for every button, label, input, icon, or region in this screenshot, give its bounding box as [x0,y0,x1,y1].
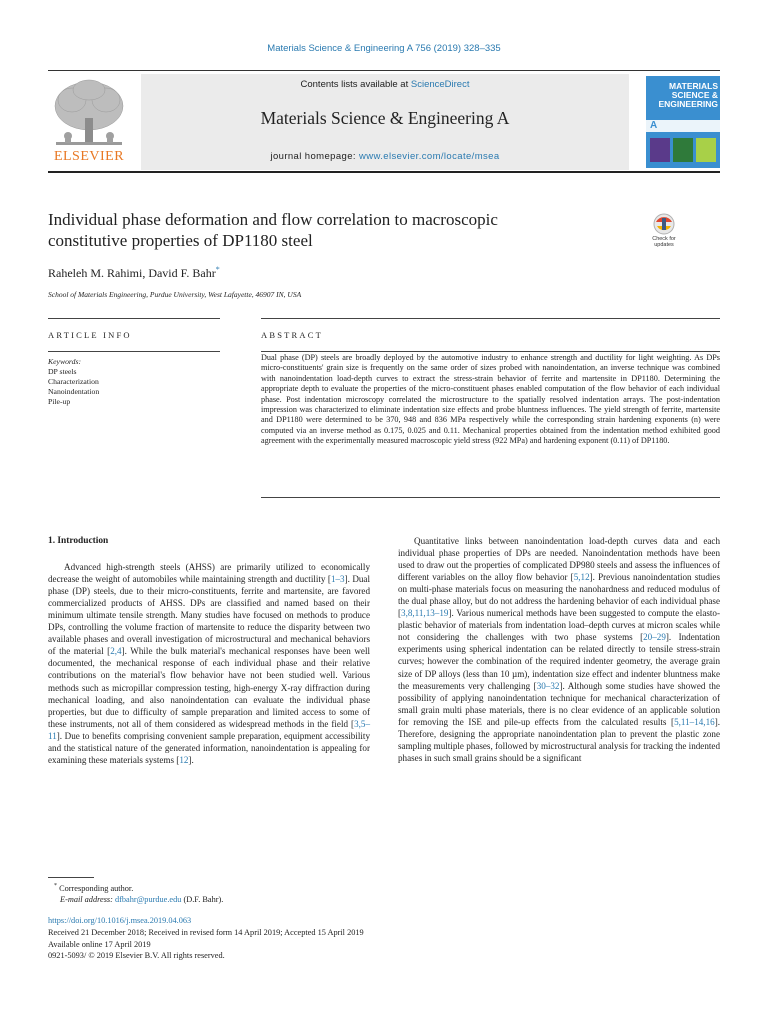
publication-info [48,915,364,962]
reference-link[interactable]: 5,12 [573,572,590,583]
body-text: ]. Various numerical methods have been suggested to compute the elasto-plastic behavior of materials from indentation load–depth curves at micron scales while not considering the challenges with two phase systems [ [398,608,720,643]
article-title-line: constitutive properties of DP1180 steel [48,231,313,250]
available-online: Available online 17 April 2019 [48,939,151,949]
email-suffix: (D.F. Bahr). [181,895,224,905]
article-info-heading: ARTICLE INFO [48,330,132,340]
keyword-item: Pile-up [48,397,71,406]
cover-letter: A [650,120,658,131]
keywords-label: Keywords: [48,357,82,366]
body-column-left [48,535,370,766]
abstract-mid-rule [261,351,720,352]
masthead-top-rule [48,70,720,71]
cover-image [696,138,716,162]
reference-link[interactable]: 2,4 [110,646,122,657]
contents-prefix: Contents lists available at [300,79,411,90]
journal-homepage-line [141,151,629,162]
body-text: ]. Although some studies have showed the possibility of applying nanoindentation technique for mechanical characterization of small grain multi phase materials, there is no clear evidence of an applicable solution for removing the ISE and pile-up effects from the calculated results [ [398,680,720,727]
reference-link[interactable]: 30–32 [536,680,560,691]
reference-link[interactable]: 20–29 [643,632,666,643]
contents-line [141,79,629,90]
article-title-line: Individual phase deformation and flow correlation to macroscopic [48,210,498,229]
abstract-bottom-rule [261,497,720,498]
footnote-email-line [48,894,223,906]
reference-link[interactable]: 3,5–11 [48,718,370,741]
keywords-block [48,357,218,407]
author-list [48,265,220,281]
reference-link[interactable]: 1–3 [330,574,345,585]
cover-title-line: MATERIALS [669,81,718,91]
homepage-prefix: journal homepage: [270,151,359,162]
info-mid-rule [48,351,220,352]
footnote-line [48,881,223,894]
copyright: 0921-5093/ © 2019 Elsevier B.V. All rights reserved. [48,951,225,961]
body-paragraph [398,535,720,764]
reference-link[interactable]: 3,8,11,13–19 [401,608,449,619]
body-text: ]. Previous nanoindentation studies on multi-phase materials focus on measuring the nanohardness and reduced modulus of the dual phase alloy, but do not address the hardening behavior of each individual phase [ [398,572,720,619]
body-text: Quantitative links between nanoindentation load-depth curves data and each individual phase properties of DPs are needed. Nanoindentation methods have been used to draw out the properties of complicated DP980 steels and assess the influences of different variables on the alloy flow behavior [ [398,536,720,583]
abstract-top-rule [261,318,720,319]
article-title [48,209,608,251]
author-names: Raheleh M. Rahimi, David F. Bahr [48,266,216,280]
keyword-item: Nanoindentation [48,387,100,396]
publisher-name: ELSEVIER [53,149,125,164]
body-text: ]. Dual phase (DP) steels, due to their micro-constituents, ferrite and martensite, are favored commercialized products of AHSS. DPs are classified and named based on their minimum ultimate tensile strength. Many studies have focused on methods to produce DPs, controlling the volume fraction of martensite to reduce the disparity between two available phases and overall investigation of microstructural and mechanical behaviors of the material [ [48,574,370,657]
doi-link[interactable]: https://doi.org/10.1016/j.msea.2019.04.063 [48,916,192,925]
cover-title-line: SCIENCE & [671,90,718,100]
author-email-link[interactable]: dfbahr@purdue.edu [115,895,182,905]
masthead-bottom-rule [48,171,720,173]
section-heading: 1. Introduction [48,536,109,546]
keyword-item: DP steels [48,367,77,376]
cover-band [646,120,720,132]
reference-link[interactable]: 5,11–14,16 [674,716,715,727]
cover-title-line: ENGINEERING [658,99,718,109]
journal-homepage-link[interactable]: www.elsevier.com/locate/msea [358,151,500,162]
reference-link[interactable]: 12 [179,754,189,765]
footnote-rule [48,877,94,878]
journal-cover-thumbnail[interactable] [646,76,720,168]
keyword-item: Characterization [48,377,99,386]
received-dates: Received 21 December 2018; Received in revised form 14 April 2019; Accepted 15 April 2019 [48,927,364,937]
body-text: Advanced high-strength steels (AHSS) are primarily utilized to economically decrease the weight of automobiles while maintaining strength and ductility [ [48,562,370,585]
sciencedirect-link[interactable]: ScienceDirect [410,79,470,90]
cover-image [650,138,670,162]
abstract-text: Dual phase (DP) steels are broadly deployed by the automotive industry to enhance strength and ductility for light weighting. As DPs micro-constituents' grain size is frequently on the same order of sizes probed with nanoindentation, an inverse technique was combined with nanoindentation load-depth curves to extract the stress-strain behavior of ferrite and martensite in DP1180. Determining the appropriate depth to evaluate the properties of the micro-constituent phases enabled computation of the flow behavior of each individual phase. Post indentation microscopy correlated the microstructure to the spatially resolved indentation arrays. The post-indentation impression was characterized to eliminate indentation size effects and probe bluntness influences. The yield strength of ferrite, martensite and DP1180 were determined to be 370, 948 and 836 MPa respectively while the corresponding strain hardening exponents (n) were computed via an inverse method as 0.175, 0.025 and 0.11. Mechanical properties obtained from the indentation method exhibited good agreement with the experimentally measured macroscopic yield stress (922 MPa) and hardening exponent (0.11) of DP1180. [261,353,720,446]
body-text: ]. Therefore, designing the appropriate nanoindentation plan to prevent the plastic zone sampling multiple phases, followed by microstructural analysis for tracking the indented phases in such small grains should be a significant [398,716,720,763]
cover-title [652,82,718,109]
affiliation: School of Materials Engineering, Purdue University, West Lafayette, 46907 IN, USA [48,290,302,299]
body-text: ]. Indentation experiments using spherical indentation can be related directly to tensile stress-strain curves; however the combination of the required indenter geometry, the average grain size of DP alloys (less than 10 µm), indentation size effect and indenter bluntness make the measurements very challenging [ [398,632,720,691]
corresponding-author-footnote [48,881,223,906]
cover-image [673,138,693,162]
abstract-heading: ABSTRACT [261,330,323,340]
crossmark-label: Check for updates [652,236,676,248]
body-text: ]. [188,754,194,765]
email-label: E-mail address: [60,895,115,905]
journal-name: Materials Science & Engineering A [260,108,510,128]
journal-citation-link[interactable]: Materials Science & Engineering A 756 (2019) 328–335 [267,43,501,54]
corresponding-author-mark[interactable]: * [215,265,220,274]
info-top-rule [48,318,220,319]
body-column-right [398,535,720,764]
footnote-label: Corresponding author. [59,883,134,893]
body-text: ]. Due to benefits comprising convenient sample preparation, equipment accessibility and the statistical nature of the generated information, nanoindentation is appealing for examining these materials systems [ [48,730,370,765]
footnote-mark: * [54,883,57,889]
body-paragraph [48,561,370,766]
body-text: ]. While the bulk material's mechanical responses have been well documented, the mechanical response of each individual phase and their relative contributions on the material's flow behavior have not been studied well. Various methods such as micropillar compression testing, high-energy X-ray diffraction during mechanical loading, and also nanoindentation can evaluate the individual phase properties, but due to difficulty of sample preparation and limited access to some of these instruments, not all of them considered as widespread methods in the field [ [48,646,371,729]
